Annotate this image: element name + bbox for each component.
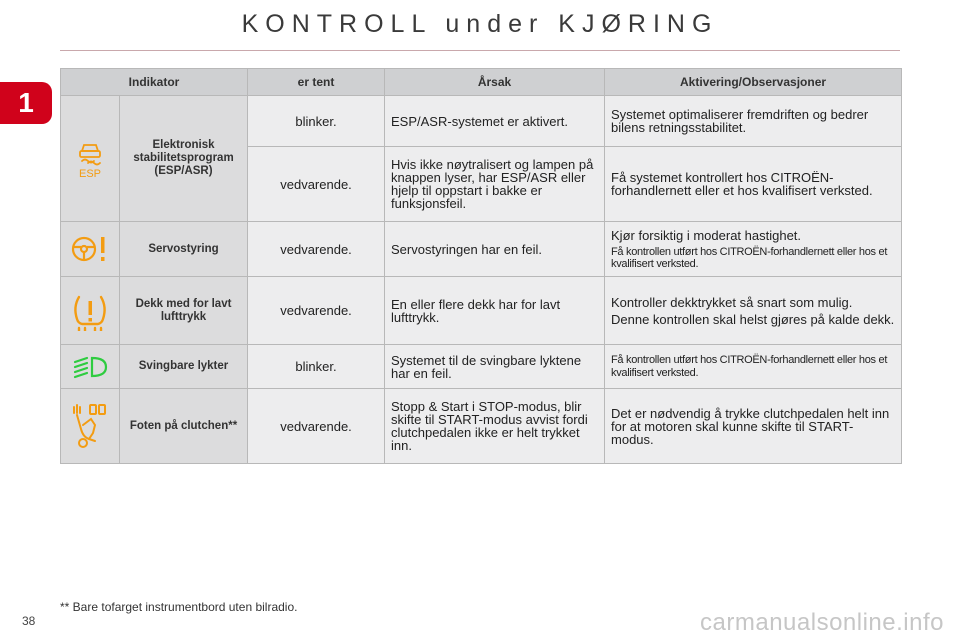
esp-state-steady: vedvarende. <box>248 147 385 222</box>
servo-action-1: Kjør forsiktig i moderat hastighet. <box>611 227 802 243</box>
esp-action-blink: Systemet optimaliserer fremdriften og bedrer bilens retningsstabilitet. <box>605 96 902 147</box>
page-title: KONTROLL under KJØRING <box>241 10 719 38</box>
esp-state-blink: blinker. <box>248 96 385 147</box>
cornering-name: Svingbare lykter <box>120 345 248 389</box>
servo-action <box>605 222 902 277</box>
header-er-tent: er tent <box>248 69 385 96</box>
clutch-cause: Stopp & Start i STOP-modus, blir skifte til START-modus avvist fordi clutchpedalen ikke er helt trykket inn. <box>385 389 605 464</box>
indicator-table <box>60 68 902 464</box>
header-arsak: Årsak <box>385 69 605 96</box>
esp-action-steady: Få systemet kontrollert hos CITROËN-forhandlernett eller et hos kvalifisert verksted. <box>605 147 902 222</box>
page-number: 38 <box>22 614 36 628</box>
clutch-state: vedvarende. <box>248 389 385 464</box>
tyre-icon-cell <box>61 277 120 345</box>
table-row <box>61 389 902 464</box>
cornering-state: blinker. <box>248 345 385 389</box>
chapter-tab: 1 <box>0 82 52 124</box>
tyre-action-1: Kontroller dekktrykket så snart som mulig. <box>611 294 853 310</box>
esp-skid-icon <box>73 139 107 179</box>
title-divider <box>60 50 900 51</box>
clutch-action: Det er nødvendig å trykke clutchpedalen helt inn for at motoren skal kunne skifte til START-modus. <box>605 389 902 464</box>
table-header-row <box>61 69 902 96</box>
tyre-action <box>605 277 902 345</box>
servo-state: vedvarende. <box>248 222 385 277</box>
clutch-icon-cell <box>61 389 120 464</box>
header-indikator: Indikator <box>61 69 248 96</box>
esp-icon-label: ESP <box>78 167 102 179</box>
servo-icon-cell <box>61 222 120 277</box>
footnote: ** Bare tofarget instrumentbord uten bilradio. <box>60 600 298 614</box>
watermark: carmanualsonline.info <box>700 609 944 636</box>
esp-cause-steady: Hvis ikke nøytralisert og lampen på knappen lyser, har ESP/ASR eller hjelp til oppstart i bakke er funksjonsfeil. <box>385 147 605 222</box>
tyre-state: vedvarende. <box>248 277 385 345</box>
header-aktivering: Aktivering/Observasjoner <box>605 69 902 96</box>
tyre-cause: En eller flere dekk har for lavt lufttrykk. <box>385 277 605 345</box>
cornering-icon-cell <box>61 345 120 389</box>
steering-wheel-warning-icon <box>69 234 111 264</box>
clutch-name: Foten på clutchen** <box>120 389 248 464</box>
esp-name: Elektronisk stabilitetsprogram (ESP/ASR) <box>120 96 248 222</box>
servo-name: Servostyring <box>120 222 248 277</box>
cornering-lamp-icon <box>70 354 110 380</box>
table-row <box>61 277 902 345</box>
cornering-action: Få kontrollen utført hos CITROËN-forhandlernett eller hos et kvalifisert verksted. <box>605 345 902 389</box>
table-row <box>61 222 902 277</box>
servo-cause: Servostyringen har en feil. <box>385 222 605 277</box>
tyre-pressure-icon <box>70 291 110 331</box>
tyre-action-2: Denne kontrollen skal helst gjøres på kalde dekk. <box>611 311 895 327</box>
foot-on-clutch-icon <box>71 403 109 449</box>
esp-icon-cell <box>61 96 120 222</box>
servo-action-2: Få kontrollen utført hos CITROËN-forhandlernett eller hos et kvalifisert verksted. <box>611 245 888 270</box>
table-row <box>61 96 902 147</box>
tyre-name: Dekk med for lavt lufttrykk <box>120 277 248 345</box>
table-row <box>61 345 902 389</box>
cornering-cause: Systemet til de svingbare lyktene har en feil. <box>385 345 605 389</box>
esp-cause-blink: ESP/ASR-systemet er aktivert. <box>385 96 605 147</box>
